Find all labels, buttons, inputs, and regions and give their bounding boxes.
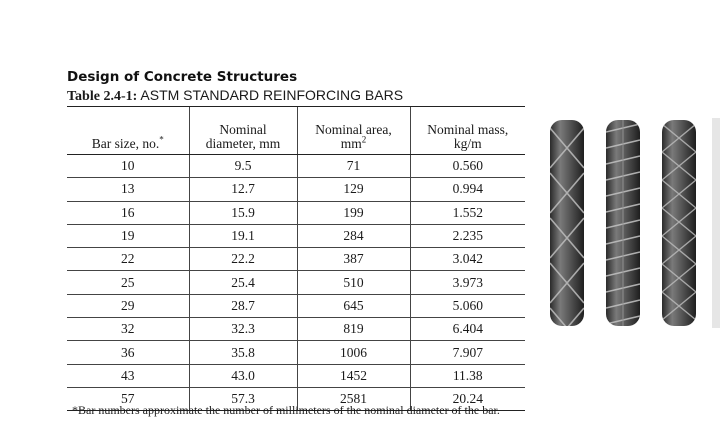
table-row: [67, 271, 525, 294]
cell-mass: 11.38: [410, 364, 525, 387]
cell-area: 284: [297, 224, 410, 247]
cell-area: 199: [297, 201, 410, 224]
cell-size: 10: [67, 155, 189, 178]
cell-area: 645: [297, 294, 410, 317]
cell-mass: 7.907: [410, 341, 525, 364]
table-row: [67, 364, 525, 387]
cell-diameter: 22.2: [189, 248, 297, 271]
table-row: [67, 201, 525, 224]
cell-area: 129: [297, 178, 410, 201]
cell-mass: 5.060: [410, 294, 525, 317]
header-mass-line2: kg/m: [453, 136, 482, 151]
cell-mass: 3.973: [410, 271, 525, 294]
cell-area: 510: [297, 271, 410, 294]
header-diameter-line2: diameter, mm: [205, 136, 281, 151]
cell-area: 2581: [297, 387, 410, 410]
cell-diameter: 12.7: [189, 178, 297, 201]
reinforcing-bars-table: [67, 106, 525, 411]
header-mass: [410, 107, 525, 155]
header-diameter: [189, 107, 297, 155]
header-area: [297, 107, 410, 155]
cell-area: 1452: [297, 364, 410, 387]
cell-mass: 6.404: [410, 318, 525, 341]
header-area-line2: mm: [340, 136, 362, 151]
cell-size: 36: [67, 341, 189, 364]
table-row: [67, 248, 525, 271]
cell-size: 29: [67, 294, 189, 317]
header-bar-size: [67, 107, 189, 155]
cell-diameter: 9.5: [189, 155, 297, 178]
cell-diameter: 15.9: [189, 201, 297, 224]
table-caption-number: Table 2.4-1:: [67, 89, 138, 104]
cell-mass: 2.235: [410, 224, 525, 247]
cell-area: 387: [297, 248, 410, 271]
cell-mass: 0.560: [410, 155, 525, 178]
table-body: [67, 155, 525, 411]
deformed-rebar-photo: [546, 118, 720, 328]
header-area-sup: 2: [361, 134, 367, 145]
cell-diameter: 35.8: [189, 341, 297, 364]
photo-edge: [712, 118, 720, 328]
rebar-rod-1: [550, 120, 584, 328]
table-row: [67, 341, 525, 364]
cell-mass: 0.994: [410, 178, 525, 201]
header-mass-line1: Nominal mass,: [427, 122, 509, 137]
cell-mass: 20.24: [410, 387, 525, 410]
table-row: [67, 178, 525, 201]
cell-size: 19: [67, 224, 189, 247]
cell-diameter: 57.3: [189, 387, 297, 410]
cell-size: 25: [67, 271, 189, 294]
table-row: [67, 318, 525, 341]
cell-mass: 3.042: [410, 248, 525, 271]
table-caption-text: ASTM STANDARD REINFORCING BARS: [137, 87, 404, 103]
table-row: [67, 155, 525, 178]
header-area-line1: Nominal area,: [315, 122, 392, 137]
table-header-row: [67, 107, 525, 155]
table-row: [67, 294, 525, 317]
cell-area: 1006: [297, 341, 410, 364]
table-footnote: *Bar numbers approximate the number of millimeters of the nominal diameter of the bar.: [72, 403, 500, 417]
cell-size: 13: [67, 178, 189, 201]
document-title: Design of Concrete Structures: [67, 69, 298, 85]
cell-size: 16: [67, 201, 189, 224]
header-bar-size-mark: *: [159, 134, 164, 145]
cell-diameter: 43.0: [189, 364, 297, 387]
header-bar-size-label: Bar size, no.: [91, 136, 160, 151]
rebar-rod-3: [662, 120, 696, 326]
table-row: [67, 224, 525, 247]
cell-size: 57: [67, 387, 189, 410]
rebar-rod-2: [606, 120, 640, 326]
cell-size: 32: [67, 318, 189, 341]
cell-diameter: 28.7: [189, 294, 297, 317]
cell-area: 71: [297, 155, 410, 178]
header-diameter-line1: Nominal: [219, 122, 267, 137]
cell-diameter: 32.3: [189, 318, 297, 341]
cell-diameter: 19.1: [189, 224, 297, 247]
table-caption: [67, 87, 403, 105]
cell-mass: 1.552: [410, 201, 525, 224]
cell-diameter: 25.4: [189, 271, 297, 294]
cell-area: 819: [297, 318, 410, 341]
cell-size: 22: [67, 248, 189, 271]
cell-size: 43: [67, 364, 189, 387]
